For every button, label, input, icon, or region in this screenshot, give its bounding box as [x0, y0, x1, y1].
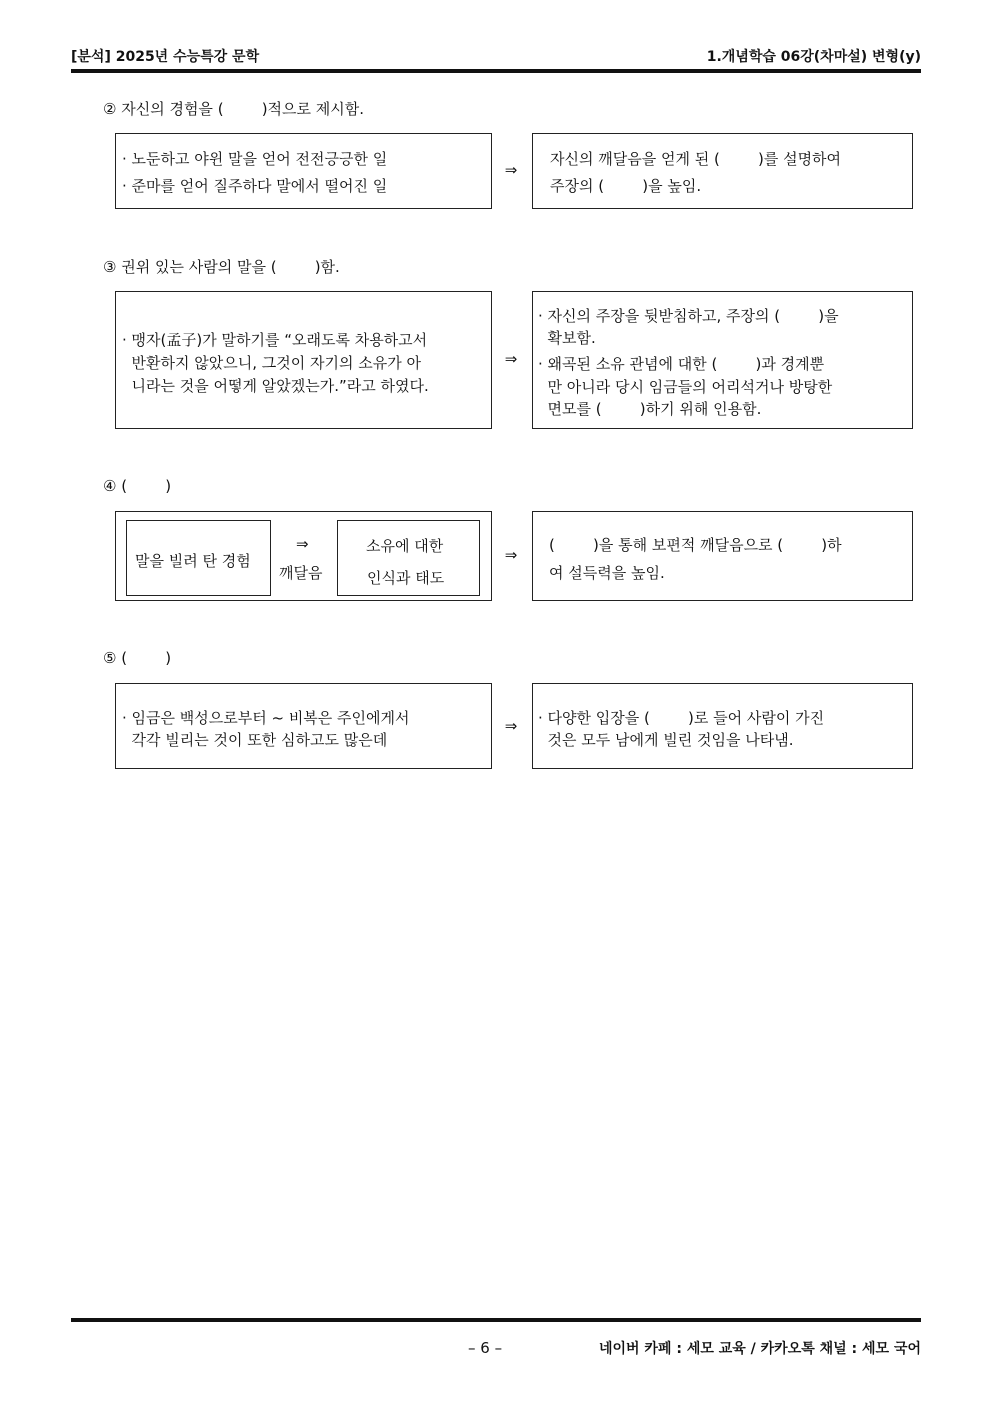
section-5-left-line-2: 각각 빌리는 것이 또한 심하고도 많은데 [122, 731, 388, 749]
page-header [71, 44, 921, 66]
section-2-left-line-2: · 준마를 얻어 질주하다 말에서 떨어진 일 [122, 177, 388, 195]
section-2-right-line-2: 주장의 ( )을 높임. [550, 177, 702, 195]
section-5-right-box [532, 683, 913, 769]
page-number: – 6 – [468, 1339, 503, 1357]
section-3-right-line-5: 면모를 ( )하기 위해 인용함. [538, 400, 762, 418]
section-5-left-box [115, 683, 492, 769]
section-4-left-box [115, 511, 492, 601]
footer-channel-info: 네이버 카페 : 세모 교육 / 카카오톡 채널 : 세모 국어 [598, 1341, 921, 1357]
section-3-left-line-3: 니라는 것을 어떻게 알았겠는가.”라고 하였다. [122, 377, 429, 395]
section-2-left-line-1: · 노둔하고 야윈 말을 얻어 전전긍긍한 일 [122, 150, 388, 168]
section-4-experience-box [126, 520, 271, 596]
section-4-attitude-box [337, 520, 480, 596]
section-2-right-line-1: 자신의 깨달음을 얻게 된 ( )를 설명하여 [550, 150, 842, 168]
section-3-right-line-2: 확보함. [538, 329, 596, 347]
section-2-right-box [532, 133, 913, 209]
section-3-right-line-1: · 자신의 주장을 뒷받침하고, 주장의 ( )을 [538, 307, 839, 325]
section-4-right-line-2: 여 설득력을 높임. [549, 564, 665, 582]
section-4-mid-label: 깨달음 [279, 564, 323, 582]
section-4-arrow: ⇒ [504, 546, 518, 564]
section-4-attitude-line-1: 소유에 대한 [366, 537, 444, 555]
section-3-left-box [115, 291, 492, 429]
section-3-left-line-2: 반환하지 않았으니, 그것이 자기의 소유가 아 [122, 354, 421, 372]
section-4-right-box [532, 511, 913, 601]
section-4-right-line-1: ( )을 통해 보편적 깨달음으로 ( )하 [549, 536, 842, 554]
header-left-title: [분석] 2025년 수능특강 문학 [71, 49, 260, 65]
footer-rule [71, 1318, 921, 1322]
section-2-arrow: ⇒ [504, 161, 518, 179]
header-right-title: 1.개념학습 06강(차마설) 변형(y) [706, 49, 921, 65]
section-3-title: ③ 권위 있는 사람의 말을 ( )함. [103, 258, 340, 276]
section-3-right-line-4: 만 아니라 당시 임금들의 어리석거나 방탕한 [538, 378, 833, 396]
section-5-left-line-1: · 임금은 백성으로부터 ~ 비복은 주인에게서 [122, 709, 410, 727]
section-3-arrow: ⇒ [504, 350, 518, 368]
section-4-title: ④ ( ) [103, 477, 172, 495]
section-5-arrow: ⇒ [504, 717, 518, 735]
section-5-title: ⑤ ( ) [103, 649, 172, 667]
header-rule [71, 69, 921, 73]
section-5-right-line-2: 것은 모두 남에게 빌린 것임을 나타냄. [538, 731, 794, 749]
section-2-left-box [115, 133, 492, 209]
section-3-right-line-3: · 왜곡된 소유 관념에 대한 ( )과 경계뿐 [538, 355, 825, 373]
section-5-right-line-1: · 다양한 입장을 ( )로 들어 사람이 가진 [538, 709, 825, 727]
section-2-title: ② 자신의 경험을 ( )적으로 제시함. [103, 100, 365, 118]
section-3-right-box [532, 291, 913, 429]
section-4-experience-label: 말을 빌려 탄 경험 [135, 552, 251, 570]
section-4-attitude-line-2: 인식과 태도 [367, 569, 445, 587]
section-3-left-line-1: · 맹자(孟子)가 말하기를 “오래도록 차용하고서 [122, 331, 428, 349]
section-4-mid-arrow: ⇒ [296, 535, 309, 553]
